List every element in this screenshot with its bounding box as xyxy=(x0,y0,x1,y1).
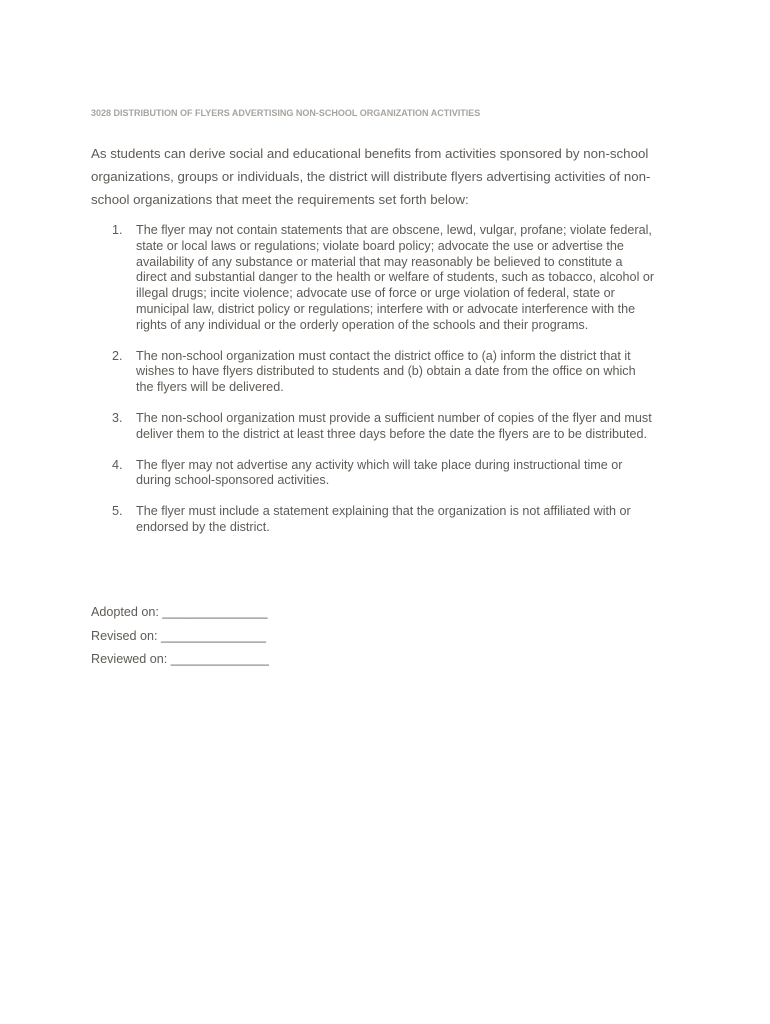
list-item-line: The flyer must include a statement explaining that the organization is not affiliated with or xyxy=(136,504,631,519)
list-item xyxy=(112,223,702,334)
revised-on-line: Revised on: _______________ xyxy=(91,628,267,643)
document-title: 3028 DISTRIBUTION OF FLYERS ADVERTISING NON-SCHOOL ORGANIZATION ACTIVITIES xyxy=(91,108,481,118)
list-item-line: state or local laws or regulations; violate board policy; advocate the use or advertise the xyxy=(136,238,624,253)
intro-paragraph xyxy=(91,142,671,211)
list-item-line: during school-sponsored activities. xyxy=(136,473,330,488)
list-item xyxy=(112,504,702,536)
list-item xyxy=(112,411,702,443)
list-item-line: The non-school organization must provide a sufficient number of copies of the flyer and must xyxy=(136,410,652,425)
list-item-number: 2. xyxy=(112,348,123,363)
list-item-line: availability of any substance or material that may reasonably be believed to constitute a xyxy=(136,254,623,269)
list-item-line: direct and substantial danger to the health or welfare of students, such as tobacco, alcohol or xyxy=(136,270,655,285)
list-item-line: The flyer may not contain statements that are obscene, lewd, vulgar, profane; violate federal, xyxy=(136,223,652,237)
requirements-list xyxy=(112,223,702,551)
list-item-number: 4. xyxy=(112,457,123,472)
list-item-line: the flyers will be delivered. xyxy=(136,380,284,395)
list-item-line: endorsed by the district. xyxy=(136,519,270,534)
intro-line: organizations, groups or individuals, the district will distribute flyers advertising activities of non- xyxy=(91,169,651,184)
list-item-line: deliver them to the district at least three days before the date the flyers are to be distributed. xyxy=(136,426,648,441)
intro-line: school organizations that meet the requirements set forth below: xyxy=(91,192,469,207)
list-item-number: 1. xyxy=(112,223,123,237)
list-item-line: The flyer may not advertise any activity which will take place during instructional time or xyxy=(136,457,623,472)
list-item-number: 5. xyxy=(112,504,123,519)
adopted-on-line: Adopted on: _______________ xyxy=(91,605,268,619)
signoff-block xyxy=(91,601,269,672)
list-item-line: The non-school organization must contact the district office to (a) inform the district that it xyxy=(136,348,631,363)
list-item xyxy=(112,458,702,490)
list-item-line: wishes to have flyers distributed to students and (b) obtain a date from the office on which xyxy=(136,364,636,379)
list-item xyxy=(112,349,702,396)
reviewed-on-line: Reviewed on: ______________ xyxy=(91,652,269,667)
list-item-line: rights of any individual or the orderly operation of the schools and their programs. xyxy=(136,317,589,332)
list-item-number: 3. xyxy=(112,410,123,425)
intro-line: As students can derive social and educational benefits from activities sponsored by non-school xyxy=(91,146,649,161)
list-item-line: municipal law, district policy or regulations; interfere with or advocate interference with the xyxy=(136,301,636,316)
list-item-line: illegal drugs; incite violence; advocate use of force or urge violation of federal, state or xyxy=(136,286,615,301)
